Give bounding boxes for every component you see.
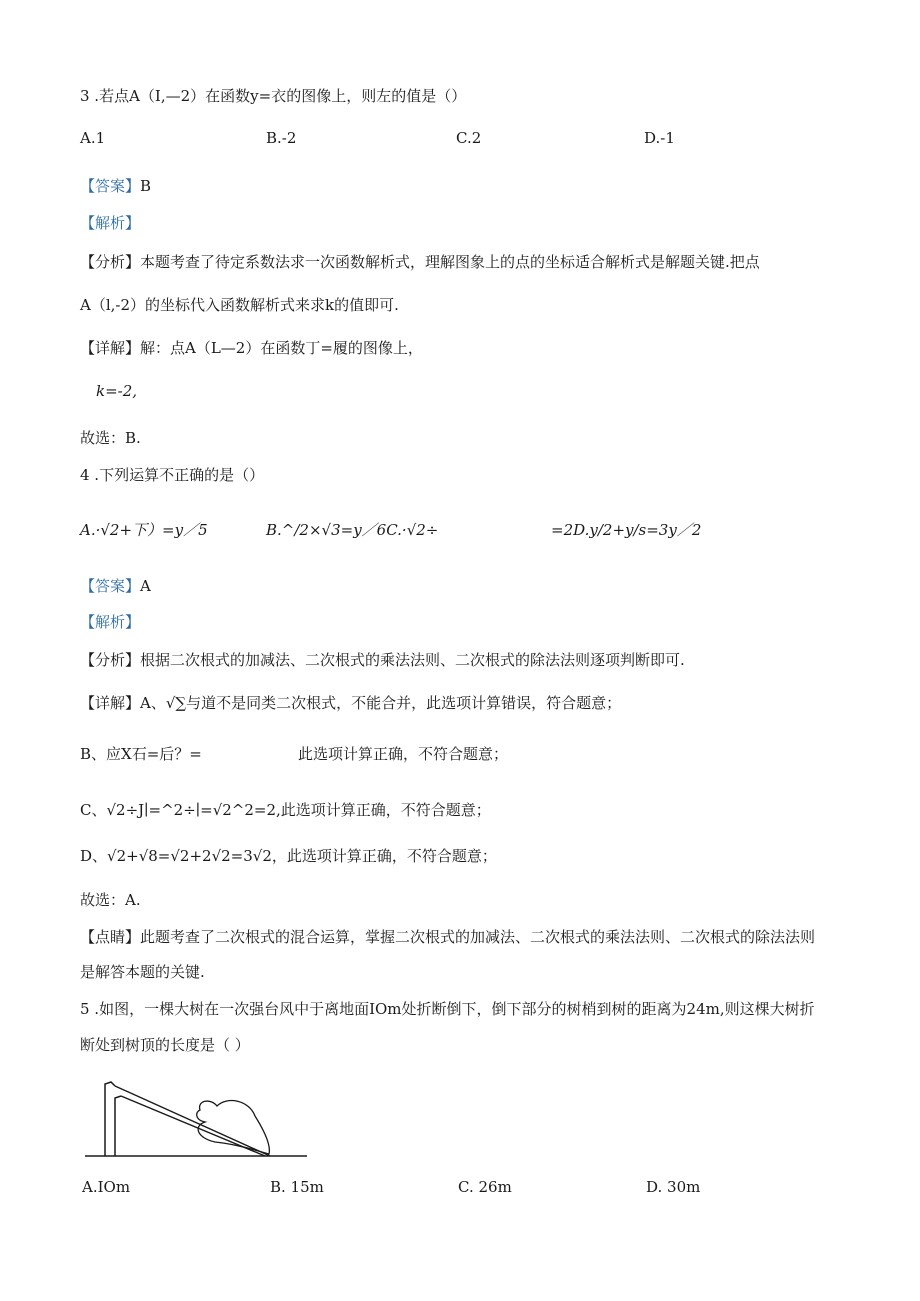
q4-answer-value: A — [140, 577, 151, 595]
fallen-trunk-top — [115, 1086, 270, 1156]
broken-tree-figure — [85, 1080, 315, 1160]
tree-trunk-outer — [105, 1082, 115, 1156]
q3-xiangjie: 【详解】解：点A（L—2）在函数丁=履的图像上， — [80, 339, 423, 357]
q4-option-bcd: B.^/2×√3=y／6C.·√2÷ — [266, 521, 439, 539]
q3-fenxi-2: A（l,-2）的坐标代入函数解析式来求k的值即可. — [80, 296, 399, 314]
q3-k-line: k=-2, — [96, 382, 138, 400]
q4-fenxi: 【分析】根据二次根式的加减法、二次根式的乘法法则、二次根式的除法法则逐项判断即可. — [80, 651, 685, 669]
q5-stem-2: 断处到树顶的长度是（ ） — [80, 1036, 250, 1054]
q3-answer-value: B — [140, 177, 152, 195]
q4-xiangjie-b-suffix: 此选项计算正确，不符合题意； — [298, 745, 509, 763]
q3-analysis-tag: 【解析】 — [80, 214, 141, 232]
q3-stem: 3 .若点A（I,—2）在函数y=衣的图像上，则左的值是（） — [80, 87, 467, 105]
q4-xiangjie-a: 【详解】A、√∑与道不是同类二次根式，不能合并，此选项计算错误，符合题意； — [80, 694, 622, 712]
q5-stem: 5 .如图，一棵大树在一次强台风中于离地面IOm处折断倒下，倒下部分的树梢到树的距离为24m,则这棵大树折 — [80, 1000, 815, 1018]
q3-option-c: C.2 — [456, 129, 482, 147]
q4-xiangjie-c: C、√2÷J∣=^2÷∣=√2^2=2,此选项计算正确，不符合题意； — [80, 801, 491, 819]
q3-answer-tag: 【答案】 — [80, 177, 141, 195]
q4-xiangjie-b-prefix: B、应X石=后？= — [80, 745, 202, 763]
q4-option-tail: =2D.y/2+y/s=3y／2 — [551, 521, 702, 539]
q4-xiangjie-d: D、√2+√8=√2+2√2=3√2，此选项计算正确，不符合题意； — [80, 847, 497, 865]
q5-option-d: D. 30m — [646, 1178, 701, 1196]
q5-option-c: C. 26m — [458, 1178, 512, 1196]
q4-dianjing: 【点睛】此题考查了二次根式的混合运算，掌握二次根式的加减法、二次根式的乘法法则、二次根式的除法法则 — [80, 928, 816, 946]
q3-option-a: A.1 — [80, 129, 106, 147]
q3-option-d: D.-1 — [644, 129, 675, 147]
q4-analysis-tag: 【解析】 — [80, 613, 141, 631]
q4-choose: 故选：A. — [80, 891, 141, 909]
q5-option-b: B. 15m — [270, 1178, 324, 1196]
q3-answer — [80, 176, 151, 196]
q4-stem: 4 .下列运算不正确的是（） — [80, 466, 265, 484]
tree-trunk-inner — [115, 1096, 121, 1156]
q4-answer-tag: 【答案】 — [80, 577, 141, 595]
q5-option-a: A.IOm — [82, 1178, 131, 1196]
q4-option-a: A.·√2+下）=y／5 — [80, 521, 208, 539]
q3-option-b: B.-2 — [266, 129, 297, 147]
q4-answer — [80, 576, 151, 596]
q3-choose: 故选：B. — [80, 429, 141, 447]
q4-dianjing-2: 是解答本题的关键. — [80, 963, 205, 981]
q3-fenxi: 【分析】本题考查了待定系数法求一次函数解析式，理解图象上的点的坐标适合解析式是解题关键.把点 — [80, 253, 760, 271]
